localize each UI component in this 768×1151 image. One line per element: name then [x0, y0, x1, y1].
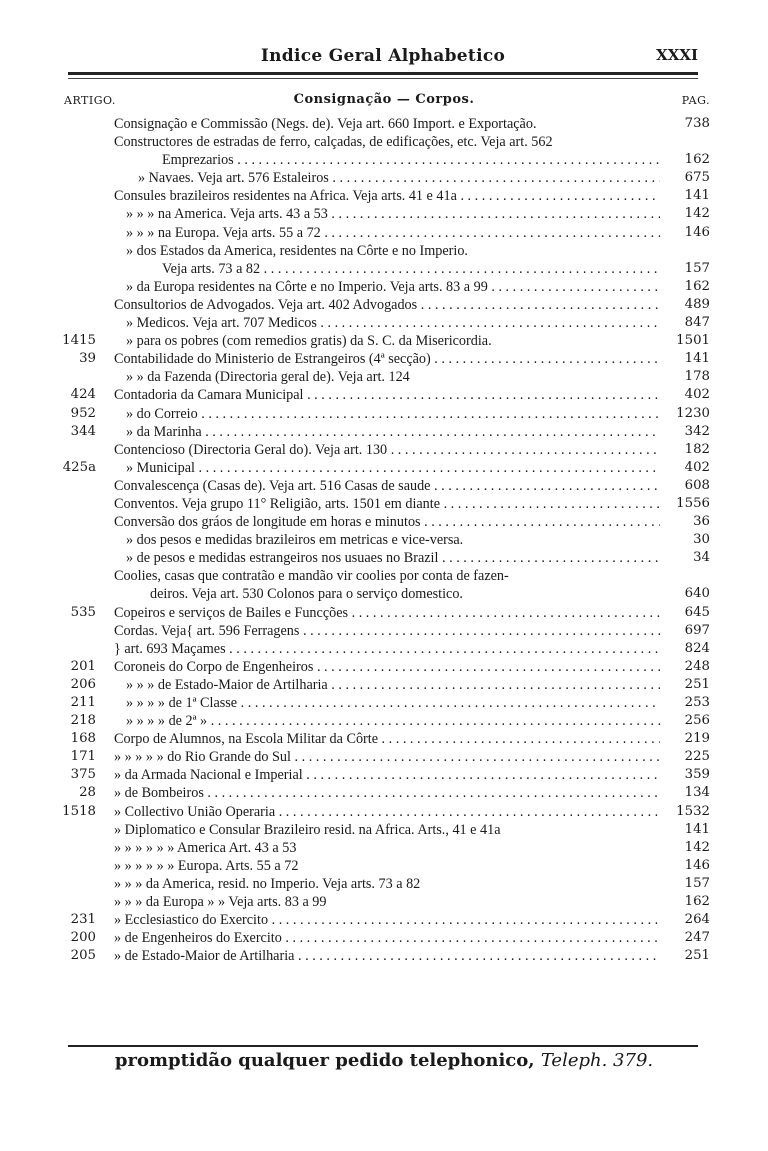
index-entry — [62, 441, 710, 459]
entry-page-number: 247 — [684, 930, 710, 946]
header-rule — [68, 72, 698, 75]
entry-text: » » » » de 1ª Classe . . . — [126, 694, 660, 712]
entry-text: » » » da Europa » » Veja arts. 83 a 99 — [114, 894, 327, 911]
column-header-pag: PAG. — [681, 94, 710, 107]
entry-page-number: 359 — [684, 767, 710, 783]
entry-text: » » » na America. Veja arts. 43 a 53 . . . — [126, 205, 660, 223]
index-entry — [62, 260, 710, 278]
entry-text: » do Correio . . . — [126, 405, 660, 423]
entry-text: Contencioso (Directoria Geral do). Veja art. 130 . . . — [114, 441, 660, 459]
index-entry — [62, 694, 710, 712]
index-entry — [62, 658, 710, 676]
index-entry — [62, 585, 710, 603]
index-entry — [62, 151, 710, 169]
entry-page-number: 640 — [684, 586, 710, 602]
entry-page-number: 134 — [684, 785, 710, 801]
entry-page-number: 141 — [684, 821, 710, 837]
entry-text: » » » de Estado-Maior de Artilharia . . . — [126, 676, 660, 694]
page-number: XXXI — [656, 46, 698, 64]
index-entry — [62, 875, 710, 893]
entry-text: » Ecclesiastico do Exercito . . . — [114, 911, 660, 929]
entry-text: » » » » » do Rio Grande do Sul . . . — [114, 748, 660, 766]
entry-page-number: 251 — [684, 948, 710, 964]
entry-page-number: 402 — [684, 387, 710, 403]
entry-page-number: 34 — [693, 550, 710, 566]
index-entry — [62, 242, 710, 260]
index-entry — [62, 893, 710, 911]
index-entry — [62, 115, 710, 133]
entry-text: Consules brazileiros residentes na Africa. Veja arts. 41 e 41a . . . — [114, 187, 660, 205]
entry-text: Conversão dos gráos de longitude em horas e minutos . . . — [114, 513, 660, 531]
entry-page-number: 608 — [684, 477, 710, 493]
entry-text: » dos Estados da America, residentes na Côrte e no Imperio. — [126, 242, 468, 259]
entry-page-number: 824 — [684, 640, 710, 656]
entry-article-number: 201 — [70, 658, 96, 674]
entry-text: Copeiros e serviços de Bailes e Funcções . . . — [114, 604, 660, 622]
entry-page-number: 1532 — [676, 803, 710, 819]
index-entry — [62, 386, 710, 404]
entry-text: » Navaes. Veja art. 576 Estaleiros . . . — [138, 169, 660, 187]
entry-text: Constructores de estradas de ferro, calçadas, de edificações, etc. Veja art. 562 — [114, 134, 553, 151]
entry-article-number: 218 — [70, 713, 96, 729]
entry-page-number: 30 — [693, 532, 710, 548]
entry-page-number: 142 — [684, 206, 710, 222]
index-entry — [62, 712, 710, 730]
entry-page-number: 162 — [684, 894, 710, 910]
entry-text: » da Marinha . . . — [126, 423, 660, 441]
entry-text: Consignação e Commissão (Negs. de). Veja art. 660 Import. e Exportação. — [114, 116, 537, 132]
entry-page-number: 162 — [684, 152, 710, 168]
index-entry — [62, 676, 710, 694]
entry-article-number: 171 — [70, 749, 96, 765]
entry-text: » da Europa residentes na Côrte e no Imperio. Veja arts. 83 a 99 . . . — [126, 278, 660, 296]
entry-article-number: 425a — [62, 459, 96, 475]
entry-page-number: 402 — [684, 459, 710, 475]
index-entry — [62, 567, 710, 585]
entry-text: » para os pobres (com remedios gratis) da S. C. da Misericordia. — [126, 333, 492, 350]
entry-text: » » » » » » America Art. 43 a 53 — [114, 839, 297, 856]
index-entry — [62, 947, 710, 965]
entry-page-number: 1230 — [676, 405, 710, 421]
index-entry — [62, 513, 710, 531]
entry-page-number: 738 — [684, 116, 710, 131]
entry-page-number: 146 — [684, 224, 710, 240]
entry-page-number: 697 — [684, 622, 710, 638]
entry-article-number: 206 — [70, 676, 96, 692]
entry-article-number: 375 — [70, 767, 96, 783]
entry-article-number: 168 — [70, 731, 96, 747]
index-entry — [62, 821, 710, 839]
entry-text: Conventos. Veja grupo 11° Religião, arts. 1501 em diante . . . — [114, 495, 660, 513]
entry-text: » de pesos e medidas estrangeiros nos usuaes no Brazil . . . — [126, 549, 660, 567]
entry-text: Contadoria da Camara Municipal . . . — [114, 386, 660, 404]
entry-page-number: 489 — [684, 296, 710, 312]
entry-article-number: 39 — [79, 351, 96, 367]
index-entry — [62, 766, 710, 784]
entry-text: Emprezarios . . . — [162, 151, 660, 169]
index-entry — [62, 622, 710, 640]
entry-article-number: 28 — [79, 785, 96, 801]
index-entry — [62, 604, 710, 622]
entry-page-number: 251 — [684, 676, 710, 692]
entry-page-number: 1501 — [676, 333, 710, 349]
footer-rule — [68, 1045, 698, 1047]
entry-page-number: 1556 — [676, 495, 710, 511]
entry-article-number: 952 — [70, 405, 96, 421]
entry-page-number: 219 — [684, 731, 710, 747]
entry-page-number: 142 — [684, 839, 710, 855]
entry-article-number: 344 — [70, 423, 96, 439]
index-entry — [62, 495, 710, 513]
page-header — [68, 46, 698, 70]
entry-article-number: 1518 — [62, 803, 96, 819]
index-entry — [62, 929, 710, 947]
entry-text: } art. 693 Maçames . . . — [114, 640, 660, 658]
entry-text: Consultorios de Advogados. Veja art. 402 Advogados . . . — [114, 296, 660, 314]
index-entry — [62, 477, 710, 495]
index-entry — [62, 640, 710, 658]
entry-page-number: 342 — [684, 423, 710, 439]
entry-page-number: 248 — [684, 658, 710, 674]
column-header-artigo: ARTIGO. — [64, 94, 116, 107]
entry-text: » » » » » » Europa. Arts. 55 a 72 — [114, 857, 299, 874]
entry-article-number: 424 — [70, 387, 96, 403]
index-entry — [62, 803, 710, 821]
entry-text: » » da Fazenda (Directoria geral de). Veja art. 124 — [126, 369, 410, 386]
entry-text: Coolies, casas que contratão e mandão vir coolies por conta de fazen- — [114, 568, 509, 585]
index-entry — [62, 169, 710, 187]
entry-text: » Collectivo União Operaria . . . — [114, 803, 660, 821]
entry-page-number: 36 — [693, 514, 710, 530]
entry-page-number: 225 — [684, 749, 710, 765]
entry-page-number: 675 — [684, 170, 710, 186]
index-entry — [62, 857, 710, 875]
footer-telephone: Teleph. 379. — [540, 1050, 654, 1071]
entry-text: Veja arts. 73 a 82 . . . — [162, 260, 660, 278]
entry-text: deiros. Veja art. 530 Colonos para o serviço domestico. — [150, 586, 463, 603]
entry-page-number: 146 — [684, 857, 710, 873]
entry-article-number: 205 — [70, 948, 96, 964]
entry-page-number: 141 — [684, 188, 710, 204]
entry-page-number: 157 — [684, 260, 710, 276]
index-entry — [62, 531, 710, 549]
entry-page-number: 253 — [684, 695, 710, 710]
entry-article-number: 535 — [70, 604, 96, 620]
entry-text: » Municipal . . . — [126, 459, 660, 477]
footer — [0, 1050, 768, 1071]
footer-text: promptidão qualquer pedido telephonico, — [114, 1050, 535, 1071]
index-entries — [62, 115, 710, 965]
index-entry — [62, 278, 710, 296]
entry-text: » » » » de 2ª » . . . — [126, 712, 660, 730]
index-entry — [62, 314, 710, 332]
index-entry — [62, 350, 710, 368]
entry-page-number: 157 — [684, 875, 710, 891]
index-entry — [62, 368, 710, 386]
index-entry — [62, 784, 710, 802]
entry-page-number: 141 — [684, 351, 710, 367]
entry-text: » » » na Europa. Veja arts. 55 a 72 . . . — [126, 224, 660, 242]
entry-article-number: 211 — [70, 695, 96, 710]
entry-article-number: 200 — [70, 930, 96, 946]
entry-text: » Diplomatico e Consular Brazileiro resid. na Africa. Arts., 41 e 41a — [114, 821, 501, 838]
entry-page-number: 256 — [684, 713, 710, 729]
entry-article-number: 1415 — [62, 333, 96, 349]
entry-text: » de Bombeiros . . . — [114, 784, 660, 802]
index-entry — [62, 405, 710, 423]
index-entry — [62, 187, 710, 205]
entry-text: » de Estado-Maior de Artilharia . . . — [114, 947, 660, 965]
index-entry — [62, 911, 710, 929]
entry-text: » dos pesos e medidas brazileiros em metricas e vice-versa. — [126, 532, 464, 549]
index-entry — [62, 296, 710, 314]
entry-text: » de Engenheiros do Exercito . . . — [114, 929, 660, 947]
entry-text: Convalescença (Casas de). Veja art. 516 Casas de saude . . . — [114, 477, 660, 495]
entry-text: Cordas. Veja{ art. 596 Ferragens . . . — [114, 622, 660, 640]
page-title: Indice Geral Alphabetico — [260, 46, 506, 66]
header-rule-thin — [68, 78, 698, 79]
entry-text: Corpo de Alumnos, na Escola Militar da Côrte . . . — [114, 730, 660, 748]
entry-page-number: 645 — [684, 604, 710, 620]
section-heading: Consignação — Corpos. — [293, 92, 475, 107]
entry-text: » Medicos. Veja art. 707 Medicos . . . — [126, 314, 660, 332]
index-entry — [62, 839, 710, 857]
entry-text: » » » da America, resid. no Imperio. Veja arts. 73 a 82 — [114, 875, 421, 892]
entry-page-number: 182 — [684, 441, 710, 457]
entry-text: » da Armada Nacional e Imperial . . . — [114, 766, 660, 784]
index-entry — [62, 549, 710, 567]
entry-page-number: 847 — [684, 315, 710, 331]
entry-text: Coroneis do Corpo de Engenheiros . . . — [114, 658, 660, 676]
entry-page-number: 162 — [684, 278, 710, 294]
entry-text: Contabilidade do Ministerio de Estrangeiros (4ª secção) . . . — [114, 350, 660, 368]
index-entry — [62, 133, 710, 151]
index-entry — [62, 730, 710, 748]
index-entry — [62, 459, 710, 477]
entry-page-number: 264 — [684, 912, 710, 928]
index-entry — [62, 205, 710, 223]
index-entry — [62, 332, 710, 350]
entry-page-number: 178 — [684, 369, 710, 385]
index-entry — [62, 224, 710, 242]
index-entry — [62, 748, 710, 766]
entry-article-number: 231 — [70, 912, 96, 928]
index-entry — [62, 423, 710, 441]
